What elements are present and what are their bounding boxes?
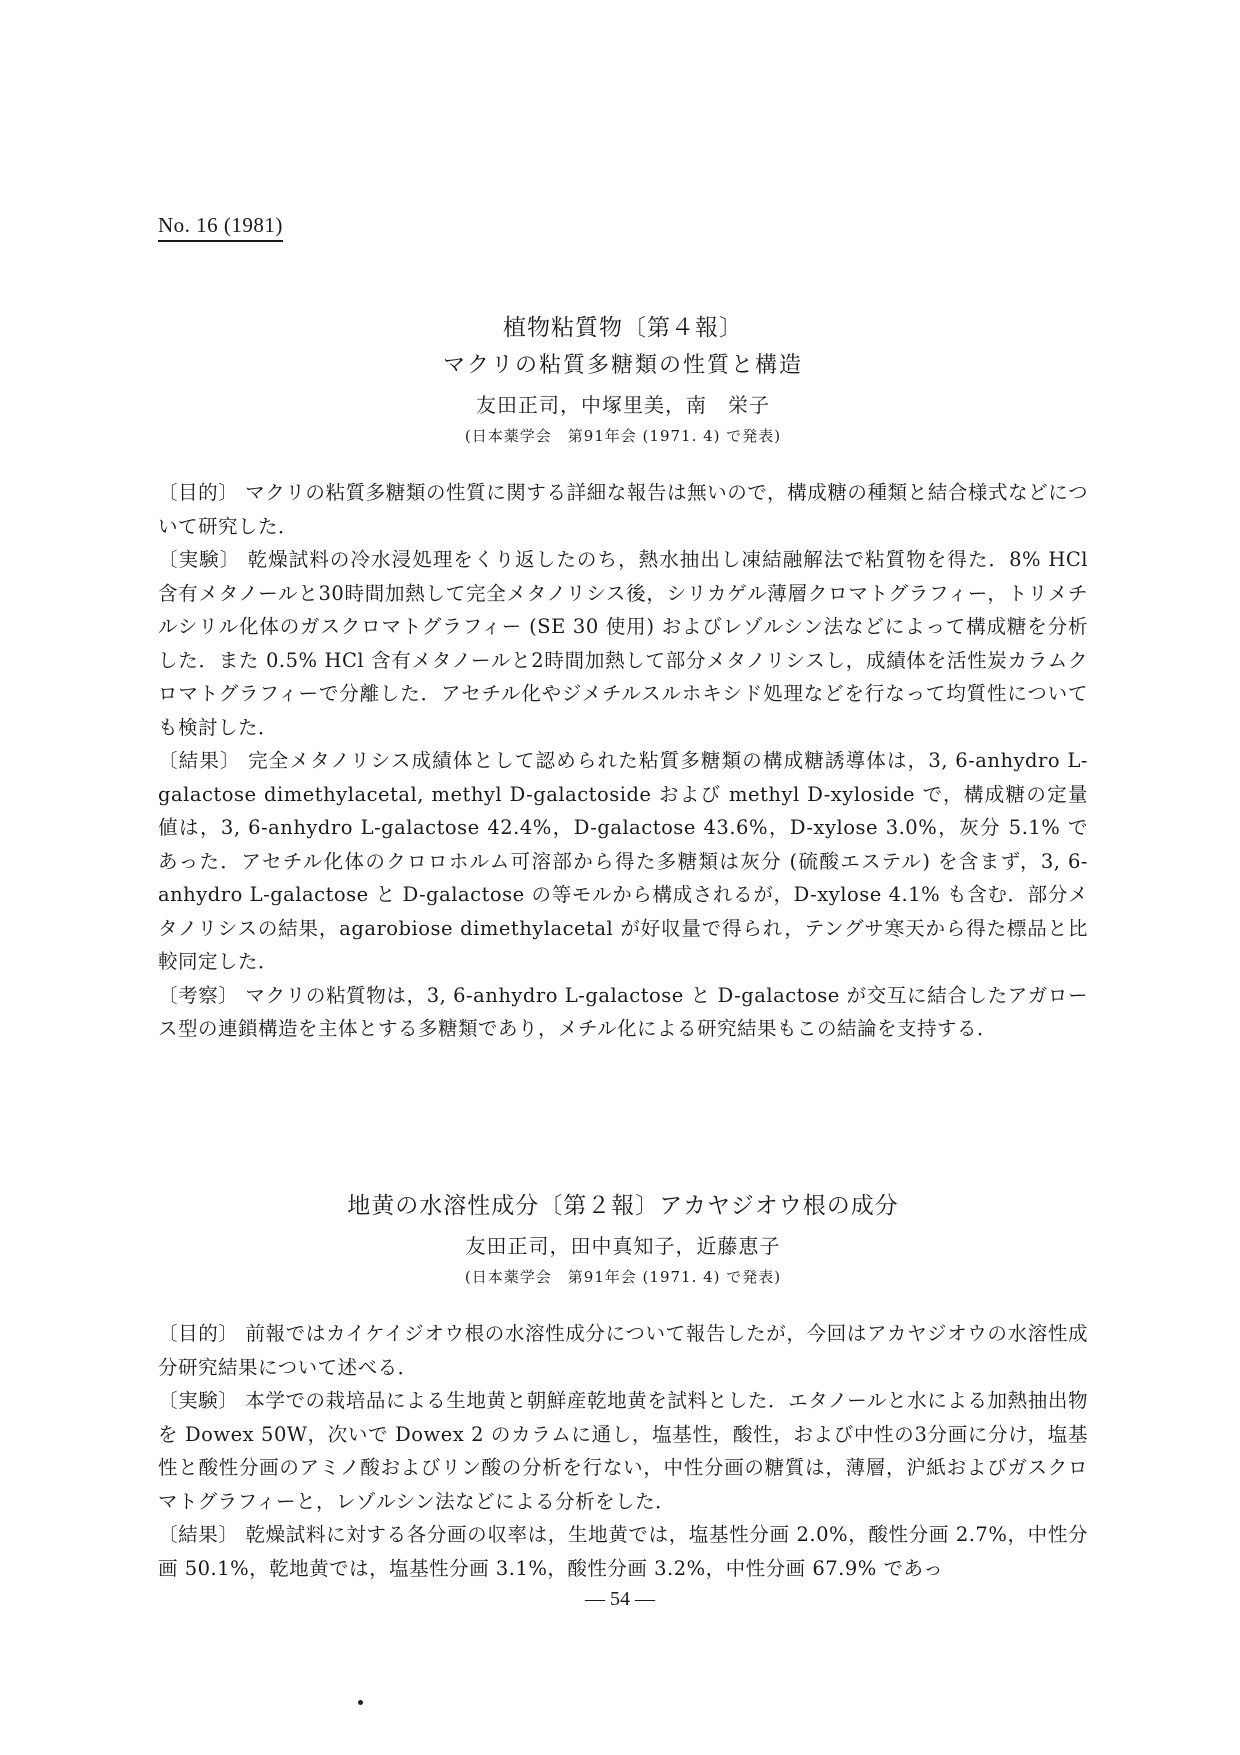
article-title: 地黄の水溶性成分〔第２報〕アカヤジオウ根の成分 — [347, 1193, 899, 1219]
section-text: 乾燥試料に対する各分画の収率は，生地黄では，塩基性分画 2.0%，酸性分画 2.7%，中性分画 50.1%，乾地黄では，塩基性分画 3.1%，酸性分画 3.2%，中性分画 67.9% であっ — [158, 1523, 1088, 1580]
page-number: — 54 — — [585, 1588, 655, 1610]
section-text: マクリの粘質多糖類の性質に関する詳細な報告は無いので，構成糖の種類と結合様式などについて研究した． — [158, 481, 1088, 538]
section-discussion — [158, 979, 1088, 1046]
scan-speck — [358, 1700, 363, 1705]
article-authors: 友田正司，田中真知子，近藤恵子 — [465, 1234, 781, 1258]
section-purpose — [158, 476, 1088, 543]
article-body — [158, 476, 1088, 1046]
article-title: 植物粘質物〔第４報〕 — [503, 315, 743, 341]
article-subtitle: マクリの粘質多糖類の性質と構造 — [442, 353, 803, 378]
section-results — [158, 1518, 1088, 1585]
section-experiment — [158, 543, 1088, 744]
article-body — [158, 1317, 1088, 1585]
issue-number: No. 16 (1981) — [158, 213, 283, 242]
section-text: 乾燥試料の冷水浸処理をくり返したのち，熱水抽出し凍結融解法で粘質物を得た．8% HCl 含有メタノールと30時間加熱して完全メタノリシス後，シリカゲル薄層クロマトグラフィー，トリメチルシリル化体のガスクロマトグラフィー (SE 30 使用) およびレゾルシン法などによって構成糖を分析した．また 0.5% HCl 含有メタノールと2時間加熱して部分メタノリシスし，成績体を活性炭カラムクロマトグラフィーで分離した．アセチル化やジメチルスルホキシド処理などを行なって均質性についても検討した． — [158, 548, 1088, 739]
article-1 — [158, 310, 1088, 1046]
section-label: 〔考察〕 — [158, 983, 239, 1007]
meeting-note: (日本薬学会 第91年会 (1971. 4) で発表) — [464, 427, 782, 445]
meeting-note: (日本薬学会 第91年会 (1971. 4) で発表) — [464, 1268, 782, 1286]
section-text: 完全メタノリシス成績体として認められた粘質多糖類の構成糖誘導体は，3, 6-anhydro L-galactose dimethylacetal, methyl D-galactoside および methyl D-xyloside で，構成糖の定量値は，3, 6-anhydro L-galactose 42.4%，D-galactose 43.6%，D-xylose 3.0%，灰分 5.1% であった．アセチル化体のクロロホルム可溶部から得た多糖類は灰分 (硫酸エステル) を含まず，3, 6-anhydro L-galactose と D-galactose の等モルから構成されるが，D-xylose 4.1% も含む．部分メタノリシスの結果，agarobiose dimethylacetal が好収量で得られ，テングサ寒天から得た標品と比較同定した． — [158, 749, 1088, 973]
section-text: マクリの粘質物は，3, 6-anhydro L-galactose と D-galactose が交互に結合したアガロース型の連鎖構造を主体とする多糖類であり，メチル化による研究結果もこの結論を支持する． — [158, 983, 1088, 1040]
section-text: 前報ではカイケイジオウ根の水溶性成分について報告したが，今回はアカヤジオウの水溶性成分研究結果について述べる． — [158, 1322, 1088, 1379]
section-label: 〔結果〕 — [158, 1523, 239, 1546]
section-experiment — [158, 1384, 1088, 1518]
section-label: 〔目的〕 — [158, 481, 239, 504]
section-results — [158, 744, 1088, 979]
section-purpose — [158, 1317, 1088, 1384]
article-authors: 友田正司，中塚里美，南 栄子 — [476, 393, 770, 417]
section-label: 〔目的〕 — [158, 1322, 239, 1345]
article-2 — [158, 1188, 1088, 1585]
section-label: 〔実験〕 — [158, 1389, 239, 1412]
section-text: 本学での栽培品による生地黄と朝鮮産乾地黄を試料とした．エタノールと水による加熱抽出物を Dowex 50W，次いで Dowex 2 のカラムに通し，塩基性，酸性，および中性の3分画に分け，塩基性と酸性分画のアミノ酸およびリン酸の分析を行ない，中性分画の糖質は，薄層，沪紙およびガスクロマトグラフィーと，レゾルシン法などによる分析をした． — [158, 1389, 1088, 1513]
section-label: 〔結果〕 — [158, 749, 241, 772]
section-label: 〔実験〕 — [158, 548, 241, 571]
